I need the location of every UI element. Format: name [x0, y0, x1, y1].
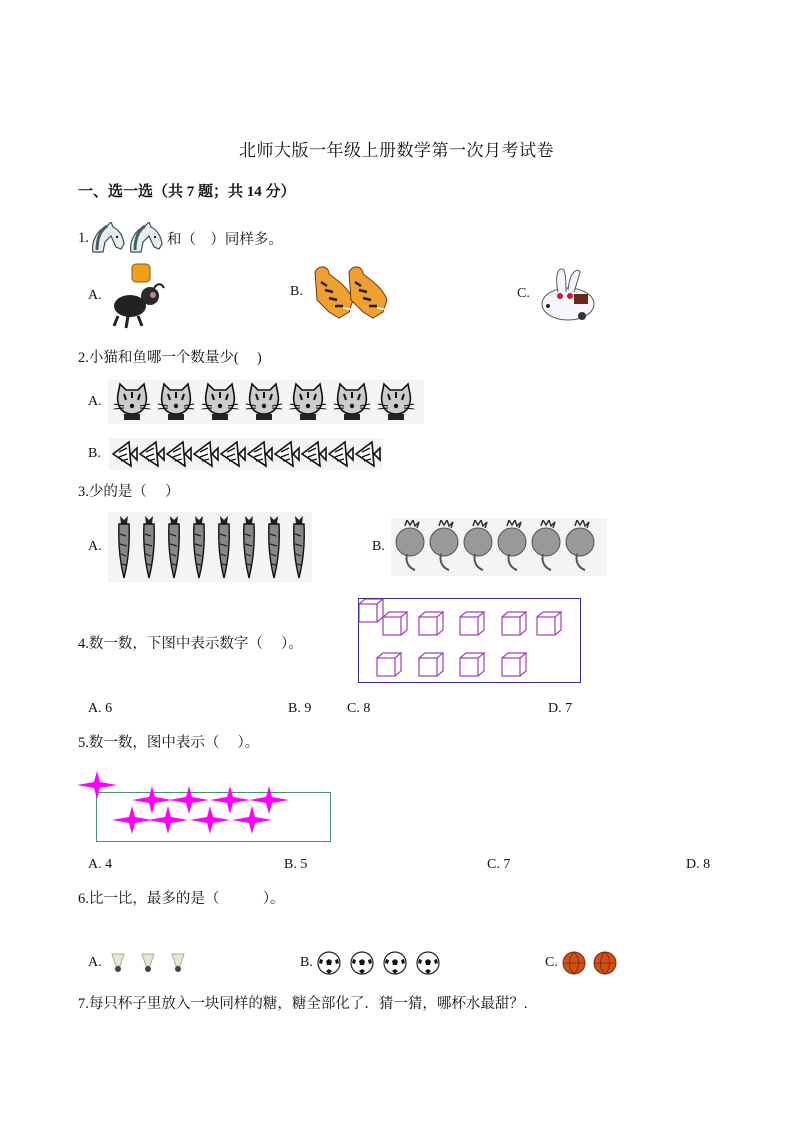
option-label: C. — [517, 286, 530, 301]
q4-option-a[interactable]: A. 6 — [88, 701, 113, 716]
question-2-stem: 2.小猫和鱼哪一个数量少( ) — [78, 350, 262, 366]
q3-option-b[interactable] — [372, 518, 607, 576]
cube-figure-box — [358, 598, 581, 683]
option-label: B. — [300, 955, 313, 970]
question-6-stem: 6.比一比，最多的是（ ）。 — [78, 891, 285, 907]
q1-option-b[interactable] — [290, 262, 393, 322]
option-label: A. — [88, 394, 102, 409]
question-1 — [78, 222, 283, 254]
horse-icon — [89, 222, 127, 254]
q4-option-d[interactable]: D. 7 — [548, 701, 573, 716]
option-label: B. — [372, 539, 385, 554]
q2-option-b[interactable] — [88, 438, 383, 470]
option-label: C. — [545, 955, 558, 970]
question-5-stem: 5.数一数，图中表示（ ）。 — [78, 735, 260, 751]
q6-option-b[interactable] — [300, 950, 441, 976]
ant-carrying-bag-icon — [108, 262, 168, 330]
q2-option-a[interactable] — [88, 380, 424, 424]
rabbit-carrying-box-icon — [536, 262, 602, 326]
radish-group — [391, 518, 607, 576]
carrot-icon-row — [112, 514, 308, 580]
q1-option-c[interactable] — [517, 262, 602, 326]
option-label: B. — [290, 284, 303, 299]
horse-icon — [127, 222, 165, 254]
star-icon-grid — [97, 785, 330, 845]
question-stem: 和（ ）同样多。 — [166, 231, 283, 248]
q5-option-d[interactable]: D. 8 — [686, 857, 711, 872]
basketball-icon-row — [562, 950, 618, 976]
q6-option-c[interactable] — [545, 950, 618, 976]
option-label: A. — [88, 539, 102, 554]
cat-group — [108, 380, 424, 424]
option-label: A. — [88, 955, 102, 970]
q1-option-a[interactable] — [88, 262, 168, 330]
tiger-icon — [343, 262, 393, 322]
option-label: B. — [88, 446, 101, 461]
q5-option-c[interactable]: C. 7 — [487, 857, 511, 872]
page-title: 北师大版一年级上册数学第一次月考试卷 — [239, 141, 554, 160]
q5-option-b[interactable]: B. 5 — [284, 857, 308, 872]
star-figure-box — [96, 792, 331, 842]
radish-icon-row — [393, 520, 605, 574]
question-number: 1. — [78, 229, 89, 246]
q5-option-a[interactable]: A. 4 — [88, 857, 113, 872]
question-3-stem: 3.少的是（ ） — [78, 484, 180, 500]
cube-icon-grid — [359, 599, 580, 682]
shuttlecock-icon-row — [110, 952, 196, 974]
carrot-group — [108, 512, 312, 582]
question-7-stem: 7.每只杯子里放入一块同样的糖，糖全部化了．猜一猜，哪杯水最甜？. — [78, 996, 528, 1012]
q3-option-a[interactable] — [88, 512, 312, 582]
option-label: A. — [88, 288, 102, 303]
question-4-stem: 4.数一数，下图中表示数字（ ）。 — [78, 636, 303, 652]
q6-option-a[interactable] — [88, 952, 196, 974]
fish-icon-row — [111, 440, 381, 468]
fish-group — [109, 438, 383, 470]
q4-option-c[interactable]: C. 8 — [347, 701, 371, 716]
cat-icon-row — [112, 382, 420, 422]
q4-option-b[interactable]: B. 9 — [288, 701, 312, 716]
soccer-ball-icon-row — [317, 950, 441, 976]
section-heading: 一、选一选（共 7 题；共 14 分） — [78, 184, 296, 200]
